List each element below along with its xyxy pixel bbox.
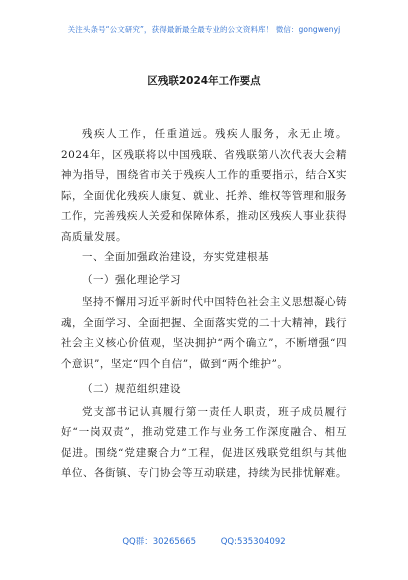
document-body bbox=[61, 124, 347, 484]
subsection-paragraph: 党支部书记认真履行第一责任人职责，班子成员履行好“一岗双责”，推动党建工作与业务工作深度融合、相互促进。围绕“党建聚合力”工程，促进区残联党组织与其他单位、各街镇、专门协会等互动联建，持续为民排忧解难。 bbox=[61, 405, 347, 479]
footer-contact bbox=[0, 535, 408, 547]
subsection-heading: （一）强化理论学习 bbox=[82, 273, 181, 286]
section-heading: 一、全面加强政治建设，夯实党建根基 bbox=[82, 251, 269, 263]
subsection-heading: （二）规范组织建设 bbox=[82, 383, 181, 395]
footer-qq-number: QQ:535304092 bbox=[220, 537, 286, 547]
footer-qq-group: QQ群：30265665 bbox=[122, 537, 197, 547]
subsection-paragraph: 坚持不懈用习近平新时代中国特色社会主义思想凝心铸魂，全面学习、全面把握、全面落实党的二十大精神，践行社会主义核心价值观，坚决拥护“两个确立”，不断增强“四个意识”，坚定“四个自信”，做到“两个维护”。 bbox=[61, 296, 347, 370]
header-ad-text: 关注头条号“公文研究”，获得最新最全最专业的公文资料库！ 微信：gongwenyj bbox=[67, 25, 341, 34]
intro-paragraph: 残疾人工作，任重道远。残疾人服务，永无止境。2024年，区残联将以中国残联、省残联第八次代表大会精神为指导，围绕省市关于残疾人工作的重要指示，结合X实际，全面优化残疾人康复、就业、托养、维权等管理和服务工作，完善残疾人关爱和保障体系，推动区残疾人事业获得高质量发展。 bbox=[61, 128, 347, 243]
document-title: 区残联2024年工作要点 bbox=[147, 75, 261, 87]
